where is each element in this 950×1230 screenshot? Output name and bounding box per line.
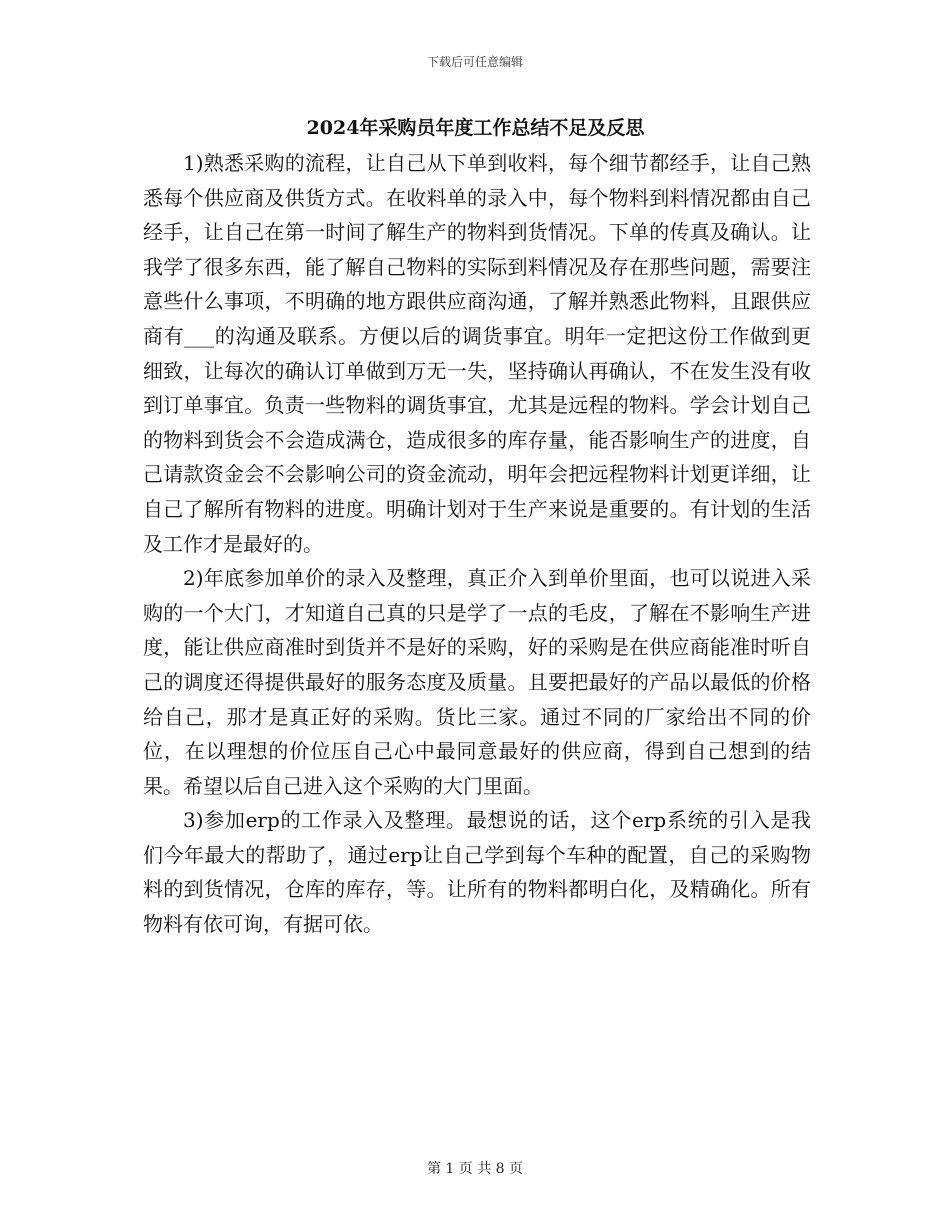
page-number: 第 1 页 共 8 页 <box>426 1161 524 1177</box>
paragraph-2: 2)年底参加单价的录入及整理，真正介入到单价里面，也可以说进入采购的一个大门，才知道自己真的只是学了一点的毛皮，了解在不影响生产进度，能让供应商准时到货并不是好的采购，好的采购是在供应商能准时听自己的调度还得提供最好的服务态度及质量。且要把最好的产品以最低的价格给自己，那才是真正好的采购。货比三家。通过不同的厂家给出不同的价位，在以理想的价位压自己心中最同意最好的供应商，得到自己想到的结果。希望以后自己进入这个采购的大门里面。 <box>143 566 811 798</box>
document-title: 2024年采购员年度工作总结不足及反思 <box>306 117 645 139</box>
paragraph-3: 3)参加erp的工作录入及整理。最想说的话，这个erp系统的引入是我们今年最大的帮助了，通过erp让自己学到每个车种的配置，自己的采购物料的到货情况，仓库的库存，等。让所有的物料都明白化，及精确化。所有物料有依可询，有据可依。 <box>143 808 811 937</box>
paragraph-1: 1)熟悉采购的流程，让自己从下单到收料，每个细节都经手，让自己熟悉每个供应商及供货方式。在收料单的录入中，每个物料到料情况都由自己经手，让自己在第一时间了解生产的物料到货情况。下单的传真及确认。让我学了很多东西，能了解自己物料的实际到料情况及存在那些问题，需要注意些什么事项，不明确的地方跟供应商沟通，了解并熟悉此物料，且跟供应商有___的沟通及联系。方便以后的调货事宜。明年一定把这份工作做到更细致，让每次的确认订单做到万无一失，坚持确认再确认，不在发生没有收到订单事宜。负责一些物料的调货事宜，尤其是远程的物料。学会计划自己的物料到货会不会造成满仓，造成很多的库存量，能否影响生产的进度，自己请款资金会不会影响公司的资金流动，明年会把远程物料计划更详细，让自己了解所有物料的进度。明确计划对于生产来说是重要的。有计划的生活及工作才是最好的。 <box>143 151 811 556</box>
document-body <box>143 146 811 942</box>
page-header-note: 下载后可任意编辑 <box>426 55 523 69</box>
